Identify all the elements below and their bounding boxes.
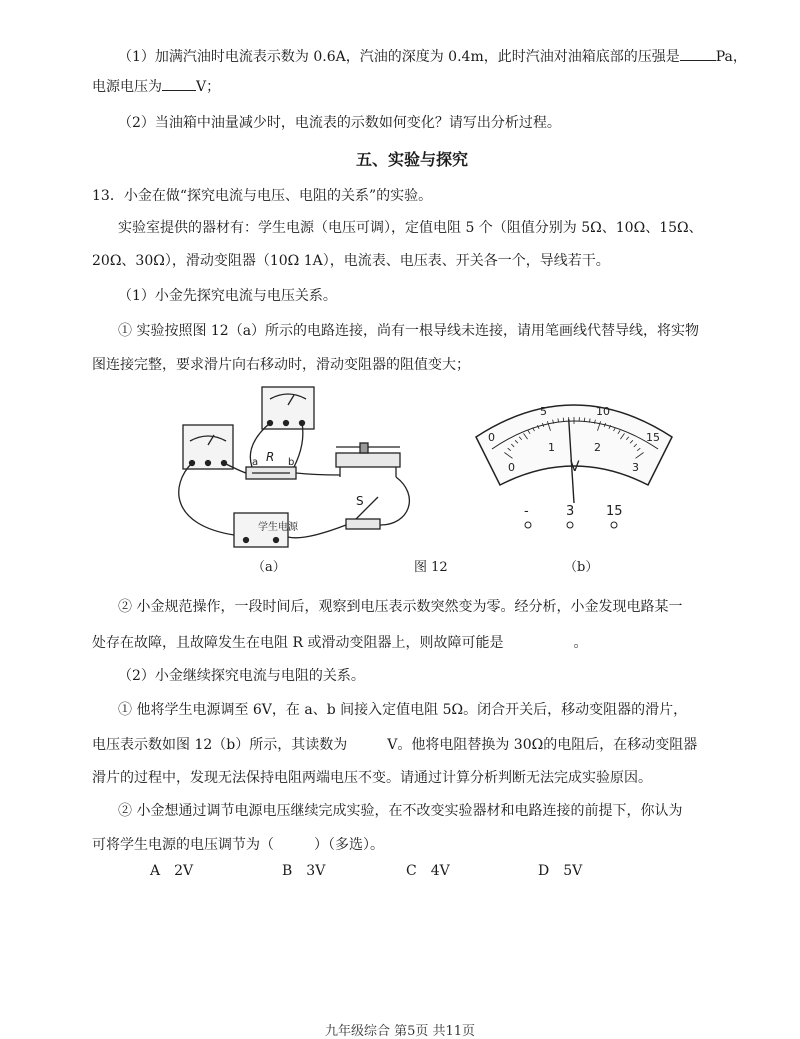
q13-choice-text: 可将学生电源的电压调节为（ bbox=[92, 837, 274, 853]
meter-upper-15: 15 bbox=[646, 431, 660, 444]
q13-fault-text: 处存在故障，且故障发生在电阻 R 或滑动变阻器上，则故障可能是 bbox=[92, 635, 503, 651]
q13-part2-step1-line3: 滑片的过程中，发现无法保持电阻两端电压不变。请通过计算分析判断无法完成实验原因。 bbox=[92, 768, 652, 788]
option-b[interactable]: B 3V bbox=[282, 860, 325, 880]
meter-terminal-minus: - bbox=[524, 504, 529, 519]
q13-part2-step2-line1: ② 小金想通过调节电源电压继续完成实验，在不改变实验器材和电路连接的前提下，你认为 bbox=[118, 801, 682, 821]
q13-equipment-line2: 20Ω、30Ω），滑动变阻器（10Ω 1A），电流表、电压表、开关各一个，导线若干。 bbox=[92, 251, 610, 271]
switch-label-s: S bbox=[356, 494, 364, 508]
q13-reading-text: 电压表示数如图 12（b）所示，其读数为 bbox=[92, 737, 347, 753]
terminal-knob-3 bbox=[567, 522, 573, 528]
meter-lower-2: 2 bbox=[594, 441, 601, 454]
terminal-label-a: a bbox=[252, 457, 258, 468]
q13-part2-step1-line2 bbox=[92, 734, 697, 755]
meter-upper-0: 0 bbox=[488, 431, 495, 444]
meter-lower-0: 0 bbox=[508, 461, 515, 474]
ammeter-device bbox=[183, 425, 233, 469]
q12-part1-text: （1）加满汽油时电流表示数为 0.6A，汽油的深度为 0.4m，此时汽油对油箱底部的压强是 bbox=[118, 49, 680, 65]
q13-part1-title: （1）小金先探究电流与电压关系。 bbox=[118, 286, 337, 306]
q12-voltage-text: 电源电压为 bbox=[92, 79, 162, 95]
figure-12 bbox=[0, 385, 800, 585]
voltmeter-device bbox=[262, 387, 314, 429]
q13-part1-step2-line2 bbox=[92, 632, 587, 653]
dial-tick bbox=[563, 418, 564, 422]
q13-equipment-line1: 实验室提供的器材有：学生电源（电压可调），定值电阻 5 个（阻值分别为 5Ω、10Ω、15Ω、 bbox=[118, 218, 703, 238]
option-c[interactable]: C 4V bbox=[406, 860, 450, 880]
terminal-knob-minus bbox=[525, 522, 531, 528]
resistor-r bbox=[246, 467, 296, 479]
meter-upper-10: 10 bbox=[596, 405, 610, 418]
q12-part1-line2 bbox=[92, 76, 220, 97]
q13-part1-step1-line1: ① 实验按照图 12（a）所示的电路连接，尚有一根导线未连接，请用笔画线代替导线，将实物 bbox=[118, 321, 699, 341]
section-title: 五、实验与探究 bbox=[356, 150, 468, 170]
meter-upper-5: 5 bbox=[540, 405, 547, 418]
figure-caption: 图 12 bbox=[414, 556, 448, 575]
q12-part2-text: （2）当油箱中油量减少时，电流表的示数如何变化？请写出分析过程。 bbox=[118, 115, 561, 131]
resistor-label-r: R bbox=[266, 450, 274, 464]
terminal-knob-15 bbox=[611, 522, 617, 528]
meter-lower-3: 3 bbox=[632, 461, 639, 474]
q13-part2-step1-line1: ① 他将学生电源调至 6V，在 a、b 间接入定值电阻 5Ω。闭合开关后，移动变阻器的滑片， bbox=[118, 700, 687, 720]
q13-part1-step2-line1: ② 小金规范操作，一段时间后，观察到电压表示数突然变为零。经分析，小金发现电路某一 bbox=[118, 597, 682, 617]
option-d[interactable]: D 5V bbox=[538, 860, 582, 880]
q13-choice-text-after: ）（多选）。 bbox=[314, 837, 384, 853]
q13-part2-title: （2）小金继续探究电流与电阻的关系。 bbox=[118, 666, 365, 686]
q13-intro: 13．小金在做“探究电流与电压、电阻的关系”的实验。 bbox=[92, 186, 432, 206]
voltmeter-dial bbox=[476, 405, 672, 528]
pressure-answer-blank[interactable] bbox=[680, 46, 716, 61]
meter-terminal-3: 3 bbox=[566, 504, 574, 519]
q12-part1-unit: Pa， bbox=[716, 49, 747, 65]
voltage-answer-blank[interactable] bbox=[162, 76, 196, 91]
power-supply-label: 学生电源 bbox=[258, 520, 299, 533]
choice-answer-blank[interactable] bbox=[274, 834, 314, 849]
q12-voltage-unit: V； bbox=[196, 79, 220, 95]
rheostat-device bbox=[336, 443, 400, 477]
caption-a: （a） bbox=[252, 556, 286, 575]
q12-part2-line bbox=[118, 113, 561, 133]
option-a[interactable]: A 2V bbox=[150, 860, 193, 880]
reading-answer-blank[interactable] bbox=[347, 734, 387, 749]
page-footer: 九年级综合 第5页 共11页 bbox=[0, 1020, 800, 1039]
caption-b: （b） bbox=[564, 556, 598, 575]
q13-part2-step2-line2 bbox=[92, 834, 384, 855]
q13-part1-step1-line2: 图连接完整，要求滑片向右移动时，滑动变阻器的阻值变大； bbox=[92, 355, 470, 375]
fault-answer-blank[interactable] bbox=[503, 632, 573, 647]
q13-reading-text-after: V。他将电阻替换为 30Ω的电阻后，在移动变阻器 bbox=[387, 737, 697, 753]
terminal-label-b: b bbox=[288, 457, 294, 468]
meter-terminal-15: 15 bbox=[606, 504, 623, 519]
meter-lower-1: 1 bbox=[548, 441, 555, 454]
q12-part1-line1 bbox=[118, 46, 747, 67]
meter-unit: V bbox=[570, 459, 580, 475]
fault-answer-end: 。 bbox=[573, 635, 587, 651]
dial-tick bbox=[584, 418, 585, 422]
